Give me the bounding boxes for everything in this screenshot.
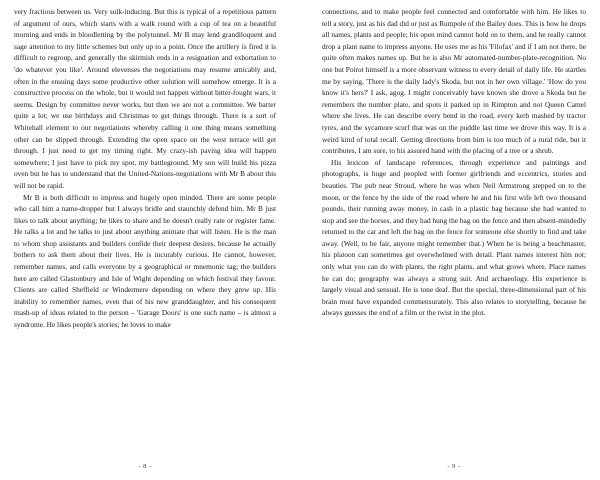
paragraph: His lexicon of landscape references, through experience and paintings and photographs, is huge and peopled with former girlfriends and eccentrics, stories and beauties. The pub near Stroud, where he was when Neil Armstrong stepped on to the moon, or the fence by the side of the road where he and his first wife left two thousand pounds, their running away money, in cash in a plastic bag because she had wanted to stop and see the horses, and they had hung the bag on the fence and then absent-mindedly returned to the car and left the bag on the fence for someone else shortly to find and take away. (Well, to be fair, anyone might remember that.) When he is being a beachmaster, his platoon can sometimes get overwhelmed with detail. Plant names interest him not; only what you can do with plants, the right plants, and what grows where. Place names he can do; geography was always a strong suit. And archaeology. His experience is largely visual and sensual. He is tone deaf. But the special, three-dimensional part of his brain must have expanded commensurately. This also relates to storytelling, because he always guesses the end of a film or the twist in the plot.	[322, 157, 586, 318]
left-page-text	[14, 6, 276, 331]
paragraph: Mr B is both difficult to impress and hugely open minded. There are some people who call him a name-dropper but I always bridle and staunchly defend him. Mr B just likes to talk about anything; he likes to share and he doesn't really rate or register fame. He talks a lot and he talks to just about anything animate that will listen. He is the man to whom shop assistants and builders confide their deepest desires, because he actually bothers to ask them about their lives. He is incurably curious. He cannot, however, remember names, and calls everyone by a geographical or mnemonic tag; the builders here are called Glastonbury and Isle of Wight depending on which festival they favour. Clients are called Sheffield or Windermere depending on where they grew up. His inability to remember names, even that of his new granddaughter, and his consequent mash-up of ideas related to the person – 'Garage Doors' is one such name – is almost a syndrome. He likes people's stories; he loves to make	[14, 192, 276, 330]
page-number: - 8 -	[138, 463, 152, 470]
right-page	[322, 6, 586, 480]
right-page-text	[322, 6, 586, 319]
page-number: - 9 -	[447, 463, 461, 470]
left-page	[14, 6, 276, 480]
paragraph: very fractious between us. Very sulk-inducing. But this is typical of a repetitious pattern of argument of ours, which starts with a walk round with a cup of tea on a beautiful morning and ends in bloodletting by the polytunnel. Mr B may lend grandiloquent and sage attention to my little schemes but only up to a point. Once the artillery is fired it is difficult to regroup, and generally the skirmish ends in a resignation and exhortation to 'do whatever you like'. Around elevenses the negotiations may resume amicably and, often in the ensuing days some productive other solution will somehow emerge. It is a constructive process on the whole, but it would not happen without bitter-fought wars, it seems. Design by committee never works, but then we are not a committee. We barter quite a lot; we use birthdays and Christmas to get things through. There is a sort of Whitehall element to our negotiations whereby calling it one thing means something other can be slipped through. Extending the open space on the west terrace will get through. I just need to get my timing right. My crazy-ish paving idea will happen somewhere; I just have to pick my spot, my battleground. My son will build his pizza oven but he has to understand that the United-Nations-negotiations with Mr B about this will not be rapid.	[14, 7, 276, 190]
paragraph: connections, and to make people feel connected and comfortable with him. He likes to tell a story, just as his dad did or just as Rumpole of the Bailey does. This is how he drops all names, plants and people; his open mind cannot hold on to them, and he really cannot drop a plant name to impress anyone. He uses me as his 'Filofax' and if I am not there, he quite often makes names up. But he is also Mr automated-number-plate-recognition. No one but Poirot himself is a more observant witness to every detail of daily life. He startles me by saying, 'There is the daily lady's Skoda, but not in her own village.' 'How do you know it's hers?' I ask, agog. I might conceivably have known she drove a Skoda but he remembers the number plate, and spots it parked up in Rimpton and not Queen Camel where she lives. He can describe every bend in the road, every kerb mashed by tractor tyres, and the sycamore scurf that was on the puddle last time we drove this way. It is a weird kind of total recall. Getting directions from him is too much of a rural ride, but it contributes, I am sure, to his assured hand with the placing of a tree or a shrub.	[322, 7, 586, 156]
